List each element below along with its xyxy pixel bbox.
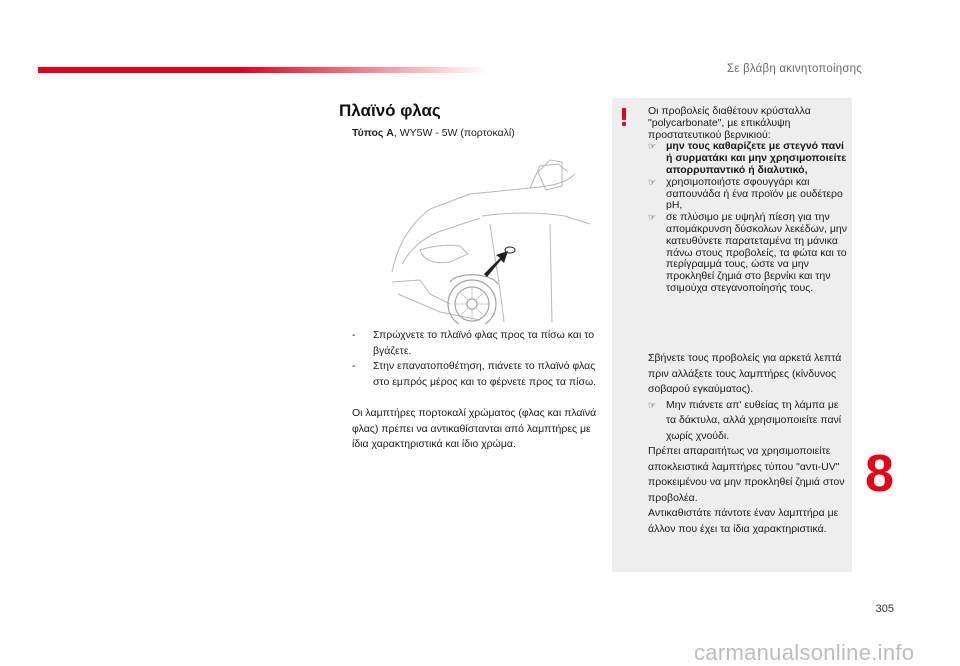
warning-section-bulbs xyxy=(648,351,848,537)
chapter-number: 8 xyxy=(865,445,894,503)
procedure-steps xyxy=(352,328,604,390)
warning-list xyxy=(648,398,848,445)
list-item: - Στην επανατοποθέτηση, πιάνετε το πλαϊνό φλας στο εμπρός μέρος και το φέρνετε προς τα πίσω. xyxy=(352,359,604,390)
header-accent-bar xyxy=(38,67,488,73)
section-title: Σε βλάβη ακινητοποίησης xyxy=(727,63,862,75)
exclamation-icon xyxy=(620,108,628,126)
warning-intro: Οι προβολείς διαθέτουν κρύσταλλα "polycarbonate", με επικάλυψη προστατευτικού βερνικιού: xyxy=(648,105,811,141)
bulb-color-note: Οι λαμπτήρες πορτοκαλί χρώματος (φλας και πλαϊνά φλας) πρέπει να αντικαθίστανται από λαμπτήρες με ίδια χαρακτηριστικά και ίδιο χρώμα. xyxy=(352,407,597,451)
lamp-type-label: Τύπος A xyxy=(352,127,394,139)
list-item: ☞ χρησιμοποιήστε σφουγγάρι και σαπουνάδα ή ένα προϊόν με ουδέτερο pH, xyxy=(648,177,848,212)
warning-paragraph: Αντικαθιστάτε πάντοτε έναν λαμπτήρα με άλλον που έχει τα ίδια χαρακτηριστικά. xyxy=(648,507,839,535)
page-title: Πλαϊνό φλας xyxy=(339,101,441,120)
list-item: ☞ σε πλύσιμο με υψηλή πίεση για την απομάκρυνση δύσκολων λεκέδων, μην κατευθύνετε παρατεταμένα τη μάνικα πάνω στους προβολείς, τα φώτα και το περίγραμμά τους, ώστε να μην προκληθεί ζημιά στο βερνίκι και την τσιμούχα στεγανοποίησής τους. xyxy=(648,212,848,295)
lamp-type-line xyxy=(352,127,515,139)
warning-section-cleaning xyxy=(648,106,848,295)
car-front-side-lamp-diagram xyxy=(390,154,602,324)
warning-paragraph: Πρέπει απαραιτήτως να χρησιμοποιείτε αποκλειστικά λαμπτήρες τύπου "αντι-UV" προκειμένου να μην προκληθεί ζημιά στον προβολέα. xyxy=(648,445,845,504)
watermark: carmanualsonline.info xyxy=(694,640,915,665)
warning-box xyxy=(612,98,852,572)
list-item: ☞ Μην πιάνετε απ' ευθείας τη λάμπα με τα δάκτυλα, αλλά χρησιμοποιείτε πανί χωρίς χνούδι. xyxy=(648,398,848,445)
list-item: ☞ μην τους καθαρίζετε με στεγνό πανί ή συρματάκι και μην χρησιμοποιείτε απορρυπαντικό ή διαλυτικό, xyxy=(648,141,848,176)
page-number: 305 xyxy=(875,603,894,615)
lamp-type-value: , WY5W - 5W (πορτοκαλί) xyxy=(393,127,515,139)
warning-list xyxy=(648,141,848,294)
list-item: - Σπρώχνετε το πλαϊνό φλας προς τα πίσω και το βγάζετε. xyxy=(352,328,604,359)
warning-paragraph: Σβήνετε τους προβολείς για αρκετά λεπτά πριν αλλάξετε τους λαμπτήρες (κίνδυνος σοβαρού εγκαύματος). xyxy=(648,352,842,395)
